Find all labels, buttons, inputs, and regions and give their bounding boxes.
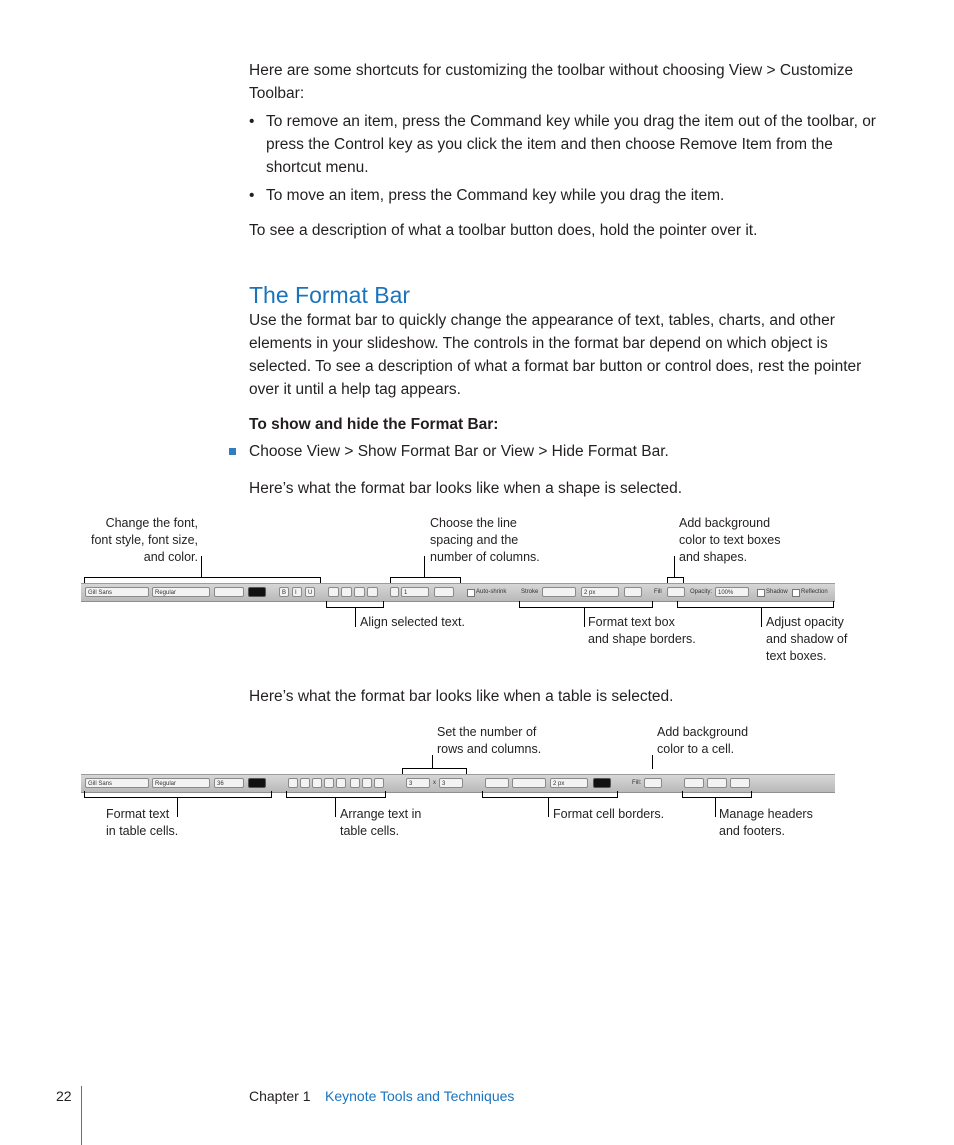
- leader-line: [432, 755, 433, 768]
- reflection-label: Reflection: [801, 589, 828, 595]
- valign-top-button[interactable]: [350, 778, 360, 788]
- callout-rows: [437, 724, 577, 758]
- bullet-text: To remove an item, press the Command key while you drag the item out of the toolbar, or press the Control key as you click the item and then choose Remove Item from the shortcut menu.: [266, 113, 876, 176]
- text-color-well[interactable]: [248, 778, 266, 788]
- italic-button[interactable]: I: [292, 587, 302, 597]
- page-number: 22: [56, 1088, 72, 1104]
- callout-arrange: [340, 806, 460, 840]
- callout-line: text boxes.: [766, 649, 827, 663]
- align-right-button[interactable]: [354, 587, 365, 597]
- leader-line: [355, 607, 356, 627]
- underline-button[interactable]: U: [305, 587, 315, 597]
- callout-line: Manage headers: [719, 807, 813, 821]
- fill-color-well[interactable]: [667, 587, 685, 597]
- intro-paragraph: Here are some shortcuts for customizing the toolbar without choosing View > Customize Toolbar:: [249, 62, 854, 102]
- callout-line: Change the font,: [105, 516, 198, 530]
- leader-line: [674, 556, 675, 577]
- stroke-style-select[interactable]: [512, 778, 546, 788]
- cell-border-select[interactable]: [485, 778, 509, 788]
- bullet-text: To move an item, press the Command key while you drag the item.: [266, 187, 725, 204]
- callout-align: [360, 614, 500, 631]
- columns-select[interactable]: [434, 587, 454, 597]
- callout-line: number of columns.: [430, 550, 540, 564]
- callout-line: rows and columns.: [437, 742, 542, 756]
- callout-line: in table cells.: [106, 824, 179, 838]
- callout-line: and shapes.: [679, 550, 748, 564]
- leader-line: [335, 797, 336, 817]
- text-color-well[interactable]: [248, 587, 266, 597]
- align-justify-button[interactable]: [367, 587, 378, 597]
- callout-line: Adjust opacity: [766, 615, 844, 629]
- callout-cell-borders: [553, 806, 693, 823]
- align-auto-button[interactable]: [336, 778, 346, 788]
- leader-line: [652, 755, 653, 769]
- leader-line: [715, 797, 716, 817]
- callout-headers: [719, 806, 859, 840]
- bullet-dot: •: [249, 113, 255, 130]
- font-name-select[interactable]: Gill Sans: [85, 778, 149, 788]
- leader-line: [424, 556, 425, 577]
- columns-stepper[interactable]: 3: [439, 778, 463, 788]
- footer-rows-select[interactable]: [730, 778, 750, 788]
- callout-line: and shadow of: [766, 632, 848, 646]
- align-justify-button[interactable]: [324, 778, 334, 788]
- leader-line: [201, 556, 202, 577]
- fill-label: Fill: [654, 589, 662, 595]
- bracket: [519, 601, 653, 608]
- callout-line: color to a cell.: [657, 742, 735, 756]
- align-center-button[interactable]: [300, 778, 310, 788]
- shape-intro: Here’s what the format bar looks like when a shape is selected.: [249, 480, 683, 497]
- shadow-label: Shadow: [766, 589, 788, 595]
- footer-chapter-title[interactable]: Keynote Tools and Techniques: [325, 1088, 515, 1104]
- leader-line: [548, 797, 549, 817]
- step-bullet-icon: [229, 448, 236, 455]
- callout-line: Add background: [679, 516, 771, 530]
- callout-line: spacing and the: [430, 533, 519, 547]
- align-center-button[interactable]: [341, 587, 352, 597]
- fill-color-well[interactable]: [644, 778, 662, 788]
- callout-line: Choose the line: [430, 516, 517, 530]
- align-left-button[interactable]: [328, 587, 339, 597]
- stroke-width-select[interactable]: 2 px: [550, 778, 588, 788]
- reflection-checkbox[interactable]: [792, 589, 800, 597]
- callout-cell-background: [657, 724, 797, 758]
- callout-opacity: [766, 614, 906, 665]
- fill-label: Fill:: [632, 780, 642, 786]
- line-spacing-select[interactable]: 1: [401, 587, 429, 597]
- font-style-select[interactable]: Regular: [152, 778, 210, 788]
- autoshrink-checkbox[interactable]: [467, 589, 475, 597]
- stroke-color-well[interactable]: [624, 587, 642, 597]
- bracket: [286, 791, 386, 798]
- bracket: [84, 791, 272, 798]
- shadow-checkbox[interactable]: [757, 589, 765, 597]
- shape-format-bar: [81, 583, 835, 602]
- table-intro: Here’s what the format bar looks like when a table is selected.: [249, 688, 674, 705]
- opacity-label: Opacity:: [690, 589, 713, 595]
- footer-chapter: Chapter 1: [249, 1088, 311, 1104]
- callout-line: Format cell borders.: [553, 807, 665, 821]
- callout-format-text: [106, 806, 226, 840]
- bracket: [482, 791, 618, 798]
- font-style-select[interactable]: Regular: [152, 587, 210, 597]
- footer-divider: [81, 1086, 82, 1145]
- autoshrink-label: Auto-shrink: [476, 589, 507, 595]
- times-label: x: [433, 780, 436, 786]
- callout-line: and color.: [143, 550, 198, 564]
- callout-spacing: [430, 515, 570, 566]
- rows-stepper[interactable]: 3: [406, 778, 430, 788]
- section-body: Use the format bar to quickly change the appearance of text, tables, charts, and other elements in your slideshow. The controls in the format bar depend on which object is selected. To see a description of what a format bar button or control does, rest the pointer over it until a help tag appears.: [249, 312, 862, 398]
- font-size-select[interactable]: 36: [214, 778, 244, 788]
- leader-line: [584, 607, 585, 627]
- bullet-dot: •: [249, 187, 255, 204]
- header-rows-select[interactable]: [684, 778, 704, 788]
- callout-line: font style, font size,: [91, 533, 198, 547]
- callout-line: Format text: [106, 807, 170, 821]
- callout-line: Set the number of: [437, 725, 537, 739]
- header-columns-select[interactable]: [707, 778, 727, 788]
- tooltip-note: To see a description of what a toolbar button does, hold the pointer over it.: [249, 222, 758, 239]
- callout-line: Format text box: [588, 615, 675, 629]
- bullet-item-remove: [249, 110, 879, 180]
- subheading: To show and hide the Format Bar:: [249, 416, 499, 433]
- callout-line: Arrange text in: [340, 807, 422, 821]
- callout-borders: [588, 614, 728, 648]
- callout-line: Add background: [657, 725, 749, 739]
- valign-middle-button[interactable]: [362, 778, 372, 788]
- callout-line: color to text boxes: [679, 533, 781, 547]
- bracket: [682, 791, 752, 798]
- align-left-button[interactable]: [288, 778, 298, 788]
- callout-line: and footers.: [719, 824, 786, 838]
- callout-background: [679, 515, 819, 566]
- font-name-select[interactable]: Gill Sans: [85, 587, 149, 597]
- opacity-select[interactable]: 100%: [715, 587, 749, 597]
- callout-line: table cells.: [340, 824, 400, 838]
- font-size-select[interactable]: [214, 587, 244, 597]
- stroke-style-select[interactable]: [542, 587, 576, 597]
- callout-font: [60, 515, 198, 566]
- bold-button[interactable]: B: [279, 587, 289, 597]
- callout-line: Align selected text.: [360, 615, 465, 629]
- bracket: [677, 601, 834, 608]
- align-right-button[interactable]: [312, 778, 322, 788]
- stroke-label: Stroke: [521, 589, 539, 595]
- bullet-item-move: [249, 184, 879, 207]
- step-text: Choose View > Show Format Bar or View > Hide Format Bar.: [249, 443, 669, 460]
- line-spacing-icon[interactable]: [390, 587, 399, 597]
- stroke-width-select[interactable]: 2 px: [581, 587, 619, 597]
- leader-line: [761, 607, 762, 627]
- valign-bottom-button[interactable]: [374, 778, 384, 788]
- section-title: The Format Bar: [249, 282, 411, 308]
- callout-line: and shape borders.: [588, 632, 696, 646]
- stroke-color-well[interactable]: [593, 778, 611, 788]
